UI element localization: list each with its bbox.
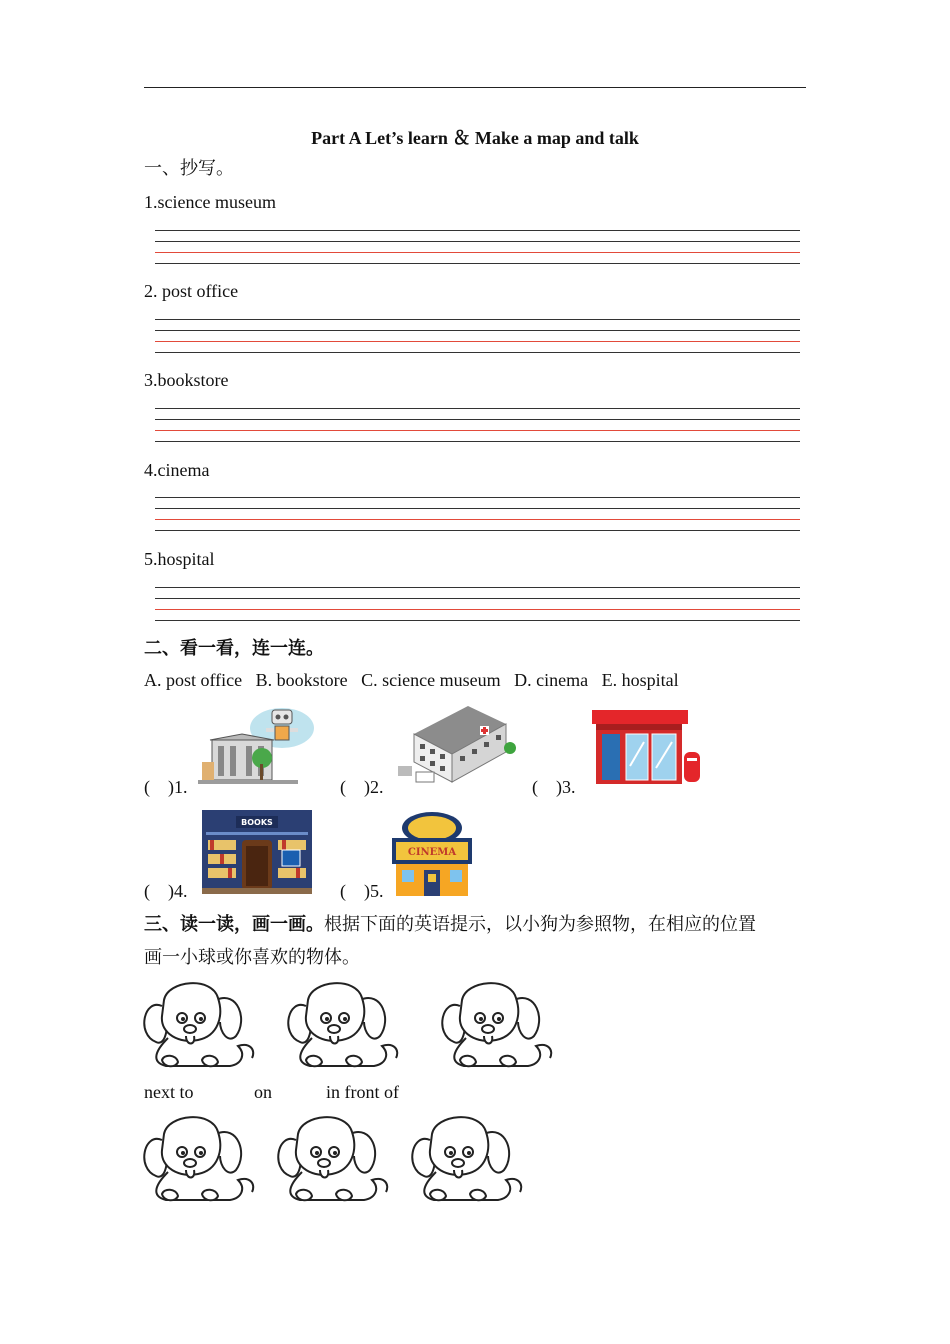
writing-lines-4[interactable] bbox=[155, 497, 800, 533]
copy-item-5: 5.hospital bbox=[144, 549, 215, 569]
label-on: on bbox=[254, 1082, 272, 1102]
writing-lines-3[interactable] bbox=[155, 408, 800, 444]
writing-lines-2[interactable] bbox=[155, 319, 800, 355]
post-office-picture bbox=[592, 706, 704, 786]
section3-heading-line2: 画一小球或你喜欢的物体。 bbox=[144, 947, 360, 968]
dog-picture-6 bbox=[410, 1110, 526, 1206]
options-line: A. post office B. bookstore C. science museum D. cinema E. hospital bbox=[144, 670, 679, 690]
blank-1[interactable]: ( )1. bbox=[144, 777, 188, 797]
dog-picture-4 bbox=[142, 1110, 258, 1206]
section3-heading-rest: 根据下面的英语提示，以小狗为参照物，在相应的位置 bbox=[324, 914, 756, 935]
section3-heading bbox=[144, 914, 756, 936]
blank-3[interactable]: ( )3. bbox=[532, 777, 576, 797]
blank-5[interactable]: ( )5. bbox=[340, 881, 384, 901]
page-title: Part A Let’s learn ＆ Make a map and talk bbox=[311, 128, 639, 148]
section1-heading: 一、抄写。 bbox=[144, 158, 234, 179]
label-next-to: next to bbox=[144, 1082, 194, 1102]
dog-picture-2 bbox=[286, 976, 402, 1072]
copy-item-2: 2. post office bbox=[144, 281, 239, 301]
section2-heading: 二、看一看，连一连。 bbox=[144, 638, 324, 659]
cinema-picture bbox=[392, 808, 474, 896]
books-sign: BOOKS bbox=[241, 818, 273, 827]
dog-picture-3 bbox=[440, 976, 556, 1072]
cinema-sign: CINEMA bbox=[407, 847, 457, 858]
dog-picture-1 bbox=[142, 976, 258, 1072]
writing-lines-5[interactable] bbox=[155, 587, 800, 623]
blank-4[interactable]: ( )4. bbox=[144, 881, 188, 901]
hospital-picture bbox=[394, 704, 518, 786]
top-rule bbox=[144, 87, 806, 88]
writing-lines-1[interactable] bbox=[155, 230, 800, 266]
copy-item-1: 1.science museum bbox=[144, 192, 276, 212]
copy-item-4: 4.cinema bbox=[144, 460, 210, 480]
science-museum-picture bbox=[198, 704, 318, 786]
section3-heading-bold: 三、读一读，画一画。 bbox=[144, 914, 324, 935]
blank-2[interactable]: ( )2. bbox=[340, 777, 384, 797]
label-in-front-of: in front of bbox=[326, 1082, 399, 1102]
dog-picture-5 bbox=[276, 1110, 392, 1206]
bookstore-picture bbox=[202, 810, 314, 894]
copy-item-3: 3.bookstore bbox=[144, 370, 229, 390]
